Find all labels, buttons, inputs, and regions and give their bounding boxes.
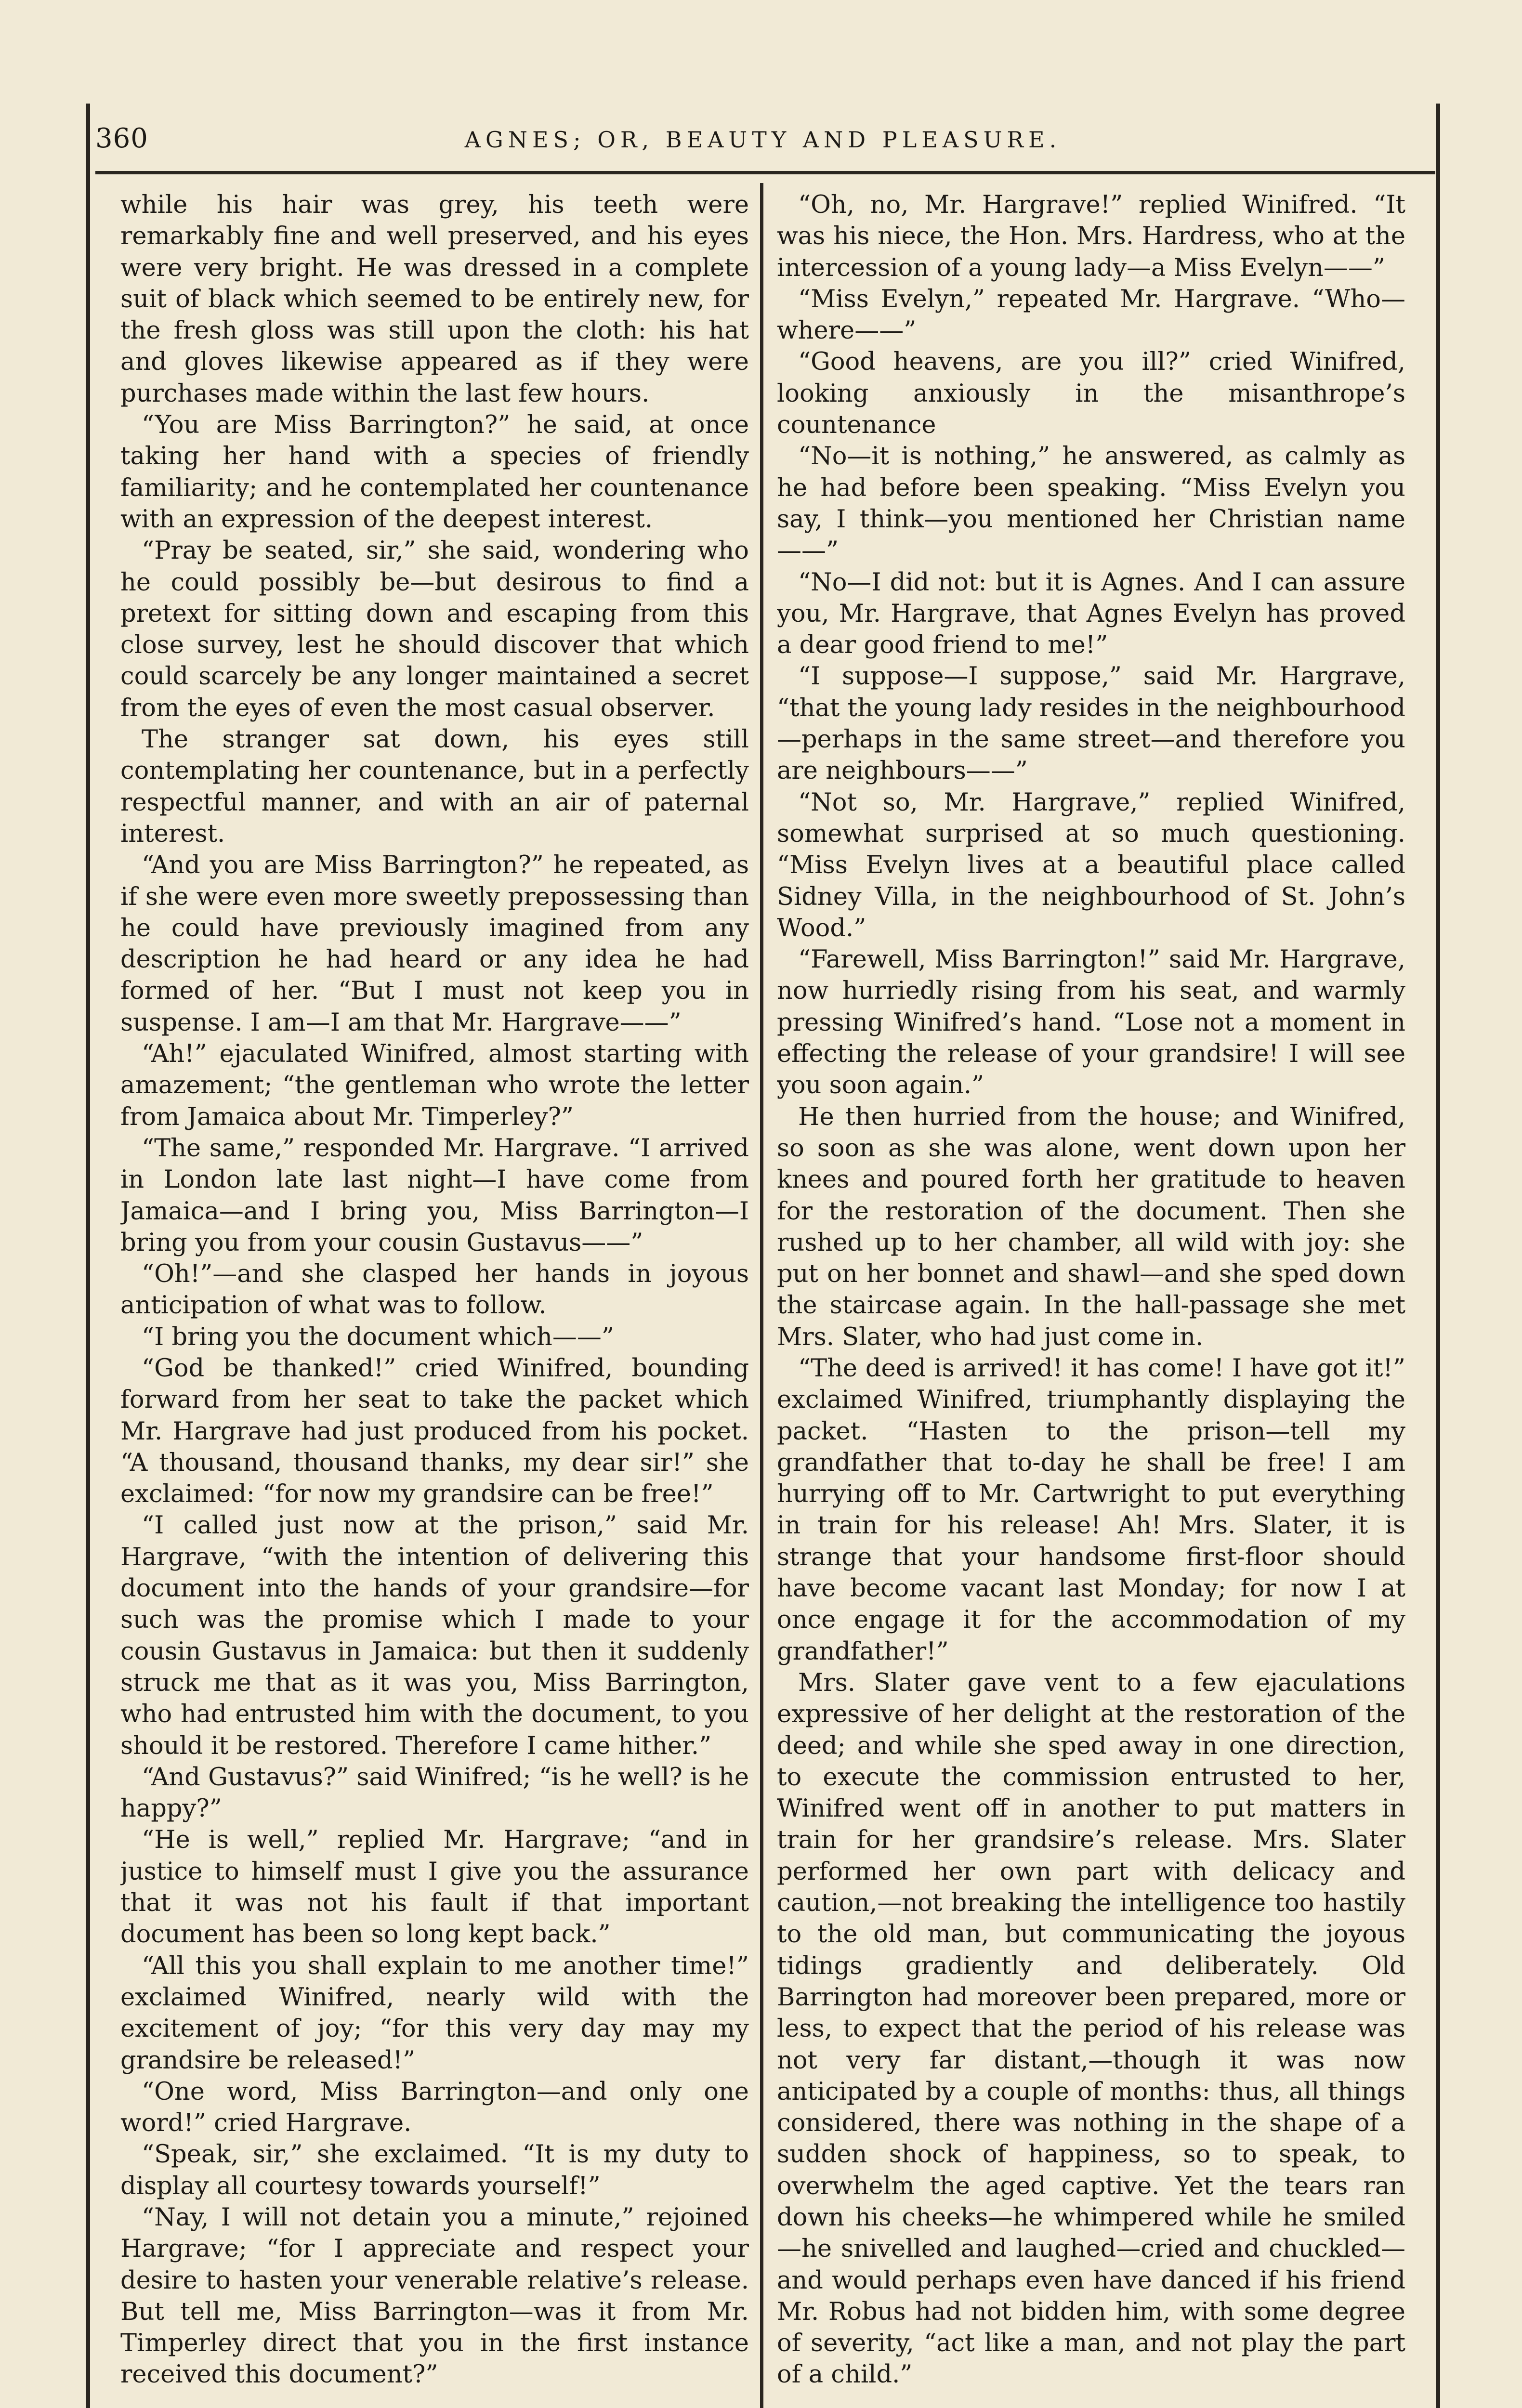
- paragraph: “The same,” responded Mr. Hargrave. “I arrived in London late last night—I have come from Jamaica—and I bring you, Miss Barrington—I bring you from your cousin Gustavus——”: [120, 1134, 749, 1257]
- left-column: [120, 189, 749, 2408]
- right-border: [1436, 104, 1440, 2408]
- paragraph: “You are Miss Barrington?” he said, at once taking her hand with a species of friendly familiarity; and he contemplated her countenance with an expression of the deepest interest.: [120, 411, 749, 534]
- right-column: [777, 189, 1405, 2408]
- paragraph: “One word, Miss Barrington—and only one word!” cried Hargrave.: [120, 2077, 749, 2138]
- paragraph: “Speak, sir,” she exclaimed. “It is my duty to display all courtesy towards yourself!”: [120, 2140, 749, 2200]
- paragraph: “Good heavens, are you ill?” cried Winifred, looking anxiously in the misanthrope’s countenance: [777, 348, 1405, 440]
- paragraph: “Pray be seated, sir,” she said, wondering who he could possibly be—but desirous to find a pretext for sitting down and escaping from this close survey, lest he should discover that which could scarcely be any longer maintained a secret from the eyes of even the most casual observer.: [120, 537, 749, 722]
- paragraph: “All this you shall explain to me another time!” exclaimed Winifred, nearly wild with the excitement of joy; “for this very day may my grandsire be released!”: [120, 1951, 749, 2075]
- paragraph: “God be thanked!” cried Winifred, bounding forward from her seat to take the packet which Mr. Hargrave had just produced from his pocket. “A thousand, thousand thanks, my dear sir!” she exclaimed: “for now my grandsire can be free!”: [120, 1354, 749, 1509]
- paragraph: “Oh, no, Mr. Hargrave!” replied Winifred. “It was his niece, the Hon. Mrs. Hardress, who at the intercession of a young lady—a Miss Evelyn——”: [777, 191, 1405, 282]
- page-number: 360: [95, 123, 148, 154]
- column-divider: [760, 183, 763, 2408]
- left-border: [86, 104, 90, 2408]
- paragraph: “He is well,” replied Mr. Hargrave; “and in justice to himself must I give you the assurance that it was not his fault if that important document has been so long kept back.”: [120, 1826, 749, 1949]
- paragraph: “I called just now at the prison,” said Mr. Hargrave, “with the intention of delivering this document into the hands of your grandsire—for such was the promise which I made to your cousin Gustavus in Jamaica: but then it suddenly struck me that as it was you, Miss Barrington, who had entrusted him with the document, to you should it be restored. Therefore I came hither.”: [120, 1511, 749, 1760]
- paragraph: “And you are Miss Barrington?” he repeated, as if she were even more sweetly prepossessing than he could have previously imagined from any description he had heard or any idea he had formed of her. “But I must not keep you in suspense. I am—I am that Mr. Hargrave——”: [120, 851, 749, 1037]
- page-header: [86, 104, 1440, 171]
- paragraph: “Oh!”—and she clasped her hands in joyous anticipation of what was to follow.: [120, 1260, 749, 1320]
- paragraph: Mrs. Slater gave vent to a few ejaculations expressive of her delight at the restoration of the deed; and while she sped away in one direction, to execute the commission entrusted to her, Winifred went off in another to put matters in train for her grandsire’s release. Mrs. Slater performed her own part with delicacy and caution,—not breaking the intelligence too hastily to the old man, but communicating the joyous tidings gradiently and deliberately. Old Barrington had moreover been prepared, more or less, to expect that the period of his release was not very far distant,—though it was now anticipated by a couple of months: thus, all things considered, there was nothing in the shape of a sudden shock of happiness, so to speak, to overwhelm the aged captive. Yet the tears ran down his cheeks—he whimpered while he smiled—he snivelled and laughed—cried and chuckled—and would perhaps even have danced if his friend Mr. Robus had not bidden him, with some degree of severity, “act like a man, and not play the part of a child.”: [777, 1668, 1405, 2389]
- paragraph: He then hurried from the house; and Winifred, so soon as she was alone, went down upon her knees and poured forth her gratitude to heaven for the restoration of the document. Then she rushed up to her chamber, all wild with joy: she put on her bonnet and shawl—and she sped down the staircase again. In the hall-passage she met Mrs. Slater, who had just come in.: [777, 1102, 1405, 1351]
- paragraph: “Farewell, Miss Barrington!” said Mr. Hargrave, now hurriedly rising from his seat, and warmly pressing Winifred’s hand. “Lose not a moment in effecting the release of your grandsire! I will see you soon again.”: [777, 945, 1405, 1100]
- paragraph: “The deed is arrived! it has come! I have got it!” exclaimed Winifred, triumphantly displaying the packet. “Hasten to the prison—tell my grandfather that to-day he shall be free! I am hurrying off to Mr. Cartwright to put everything in train for his release! Ah! Mrs. Slater, it is strange that your handsome first-floor should have become vacant last Monday; for now I at once engage it for the accommodation of my grandfather!”: [777, 1354, 1405, 1666]
- paragraph: “No—it is nothing,” he answered, as calmly as he had before been speaking. “Miss Evelyn you say, I think—you mentioned her Christian name——”: [777, 442, 1405, 565]
- paragraph: The stranger sat down, his eyes still contemplating her countenance, but in a perfectly respectful manner, and with an air of paternal interest.: [120, 725, 749, 848]
- paragraph: while his hair was grey, his teeth were remarkably fine and well preserved, and his eyes were very bright. He was dressed in a complete suit of black which seemed to be entirely new, for the fresh gloss was still upon the cloth: his hat and gloves likewise appeared as if they were purchases made within the last few hours.: [120, 191, 749, 408]
- running-title: AGNES; OR, BEAUTY AND PLEASURE.: [464, 127, 1062, 153]
- paragraph: “Miss Evelyn,” repeated Mr. Hargrave. “Who—where——”: [777, 285, 1405, 345]
- paragraph: “I bring you the document which——”: [142, 1322, 614, 1351]
- page: [86, 104, 1440, 2408]
- header-rule: [95, 171, 1435, 174]
- paragraph: “Nay, I will not detain you a minute,” rejoined Hargrave; “for I appreciate and respect your desire to hasten your venerable relative’s release. But tell me, Miss Barrington—was it from Mr. Timperley direct that you in the first instance received this document?”: [120, 2203, 749, 2389]
- paragraph: “Not so, Mr. Hargrave,” replied Winifred, somewhat surprised at so much questioning. “Miss Evelyn lives at a beautiful place called Sidney Villa, in the neighbourhood of St. John’s Wood.”: [777, 788, 1405, 942]
- paragraph: “And Gustavus?” said Winifred; “is he well? is he happy?”: [120, 1763, 749, 1823]
- paragraph: “Ah!” ejaculated Winifred, almost starting with amazement; “the gentleman who wrote the letter from Jamaica about Mr. Timperley?”: [120, 1040, 749, 1131]
- paragraph: “No—I did not: but it is Agnes. And I can assure you, Mr. Hargrave, that Agnes Evelyn has proved a dear good friend to me!”: [777, 568, 1405, 660]
- paragraph: “I suppose—I suppose,” said Mr. Hargrave, “that the young lady resides in the neighbourhood—perhaps in the same street—and therefore you are neighbours——”: [777, 662, 1405, 785]
